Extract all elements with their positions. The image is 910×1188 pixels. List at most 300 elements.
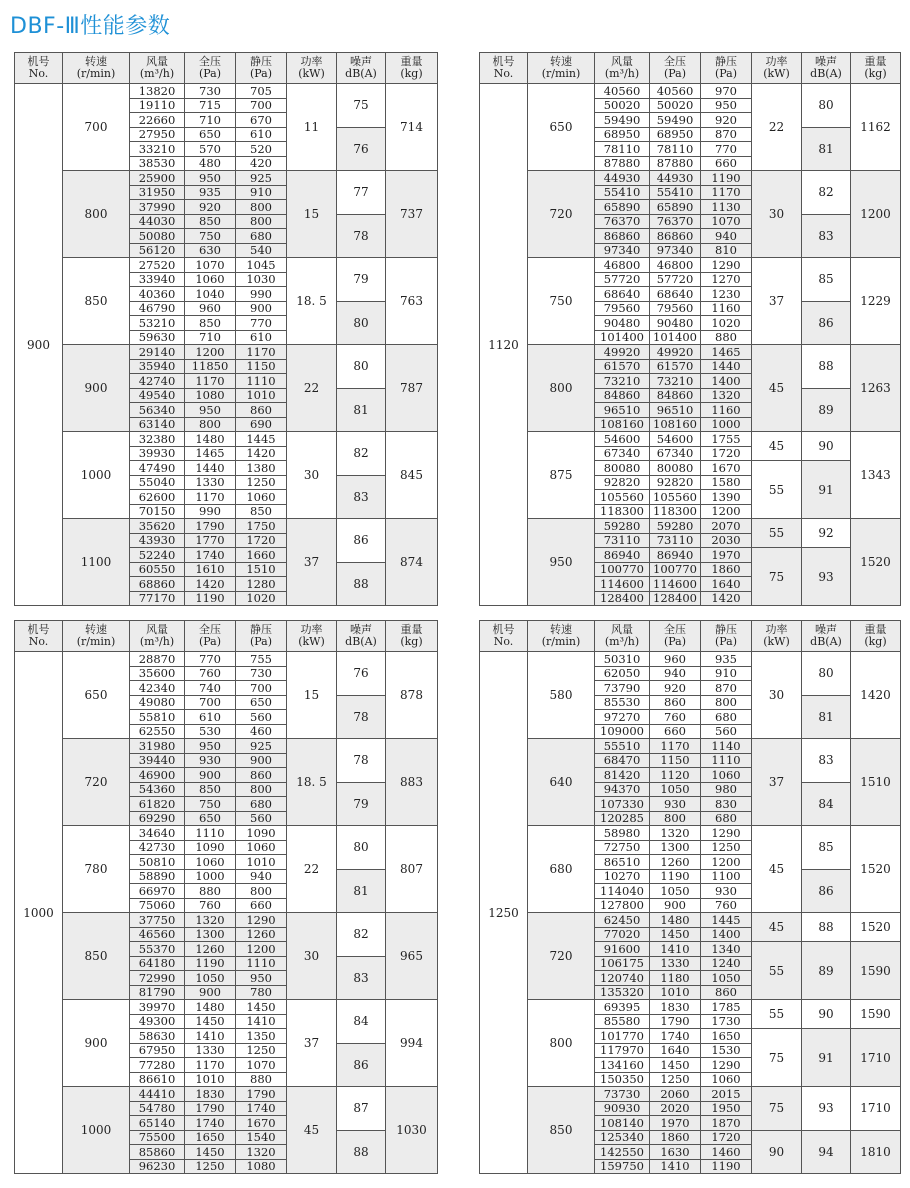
total-pressure-cell: 1790 — [185, 1101, 236, 1116]
static-pressure-cell: 460 — [236, 724, 287, 739]
total-pressure-cell: 715 — [185, 98, 236, 113]
flow-cell: 39930 — [130, 446, 185, 461]
total-pressure-cell: 1970 — [650, 1116, 701, 1131]
total-pressure-cell: 44930 — [650, 171, 701, 186]
flow-cell: 63140 — [130, 417, 185, 432]
static-pressure-cell: 1045 — [236, 258, 287, 273]
flow-cell: 90930 — [595, 1101, 650, 1116]
static-pressure-cell: 680 — [236, 229, 287, 244]
header-model — [15, 621, 63, 652]
total-pressure-cell: 570 — [185, 142, 236, 157]
total-pressure-cell: 740 — [185, 681, 236, 696]
performance-table-1250 — [479, 620, 901, 1174]
static-pressure-cell: 1740 — [236, 1101, 287, 1116]
noise-cell: 80 — [337, 826, 386, 870]
static-pressure-cell: 1130 — [701, 200, 752, 215]
flow-cell: 127800 — [595, 898, 650, 913]
total-pressure-cell: 960 — [650, 652, 701, 667]
static-pressure-cell: 680 — [701, 710, 752, 725]
flow-cell: 25900 — [130, 171, 185, 186]
header-label: 机号 — [27, 55, 50, 68]
speed-cell: 1000 — [63, 432, 130, 519]
static-pressure-cell: 1640 — [701, 577, 752, 592]
total-pressure-cell: 760 — [185, 898, 236, 913]
header-static-pressure — [701, 621, 752, 652]
static-pressure-cell: 1390 — [701, 490, 752, 505]
flow-cell: 35600 — [130, 666, 185, 681]
total-pressure-cell: 1010 — [650, 985, 701, 1000]
header-speed — [528, 53, 595, 84]
header-unit: (Pa) — [714, 67, 738, 80]
static-pressure-cell: 1000 — [701, 417, 752, 432]
weight-cell: 1200 — [851, 171, 901, 258]
total-pressure-cell: 960 — [185, 301, 236, 316]
static-pressure-cell: 610 — [236, 330, 287, 345]
flow-cell: 85530 — [595, 695, 650, 710]
flow-cell: 68860 — [130, 577, 185, 592]
static-pressure-cell: 1200 — [236, 942, 287, 957]
noise-cell: 88 — [802, 345, 851, 389]
noise-cell: 79 — [337, 258, 386, 302]
noise-cell: 81 — [802, 695, 851, 739]
total-pressure-cell: 1740 — [650, 1029, 701, 1044]
flow-cell: 44030 — [130, 214, 185, 229]
static-pressure-cell: 1110 — [236, 956, 287, 971]
header-label: 功率 — [765, 55, 788, 68]
static-pressure-cell: 1730 — [701, 1014, 752, 1029]
total-pressure-cell: 87880 — [650, 156, 701, 171]
static-pressure-cell: 1170 — [701, 185, 752, 200]
static-pressure-cell: 1340 — [701, 942, 752, 957]
static-pressure-cell: 800 — [236, 214, 287, 229]
weight-cell: 994 — [386, 1000, 438, 1087]
header-unit: (r/min) — [541, 635, 581, 648]
weight-cell: 1229 — [851, 258, 901, 345]
weight-cell: 965 — [386, 913, 438, 1000]
flow-cell: 73790 — [595, 681, 650, 696]
flow-cell: 47490 — [130, 461, 185, 476]
total-pressure-cell: 1450 — [650, 1058, 701, 1073]
noise-cell: 83 — [802, 739, 851, 783]
flow-cell: 73730 — [595, 1087, 650, 1102]
header-label: 静压 — [715, 623, 737, 636]
flow-cell: 117970 — [595, 1043, 650, 1058]
flow-cell: 19110 — [130, 98, 185, 113]
flow-cell: 56120 — [130, 243, 185, 258]
power-cell: 11 — [287, 84, 337, 171]
table-row — [15, 652, 438, 667]
speed-cell: 950 — [528, 519, 595, 606]
table-row — [480, 84, 901, 99]
power-cell: 55 — [752, 461, 802, 519]
header-unit: No. — [28, 635, 49, 648]
header-label: 全压 — [664, 55, 686, 68]
header-speed — [63, 53, 130, 84]
total-pressure-cell: 1060 — [185, 855, 236, 870]
total-pressure-cell: 800 — [185, 417, 236, 432]
flow-cell: 49920 — [595, 345, 650, 360]
total-pressure-cell: 750 — [185, 229, 236, 244]
flow-cell: 54600 — [595, 432, 650, 447]
total-pressure-cell: 1640 — [650, 1043, 701, 1058]
flow-cell: 54360 — [130, 782, 185, 797]
noise-cell: 82 — [337, 913, 386, 957]
static-pressure-cell: 705 — [236, 84, 287, 99]
noise-cell: 90 — [802, 1000, 851, 1029]
header-label: 全压 — [199, 55, 221, 68]
total-pressure-cell: 101400 — [650, 330, 701, 345]
noise-cell: 80 — [337, 345, 386, 389]
header-unit: (m³/h) — [604, 635, 640, 648]
flow-cell: 62450 — [595, 913, 650, 928]
total-pressure-cell: 1180 — [650, 971, 701, 986]
header-unit: (kg) — [864, 67, 887, 80]
total-pressure-cell: 1260 — [185, 942, 236, 957]
static-pressure-cell: 800 — [701, 695, 752, 710]
flow-cell: 42340 — [130, 681, 185, 696]
static-pressure-cell: 940 — [236, 869, 287, 884]
total-pressure-cell: 1050 — [650, 782, 701, 797]
weight-cell: 845 — [386, 432, 438, 519]
flow-cell: 55510 — [595, 739, 650, 754]
speed-cell: 900 — [63, 345, 130, 432]
flow-cell: 92820 — [595, 475, 650, 490]
header-static-pressure — [236, 53, 287, 84]
static-pressure-cell: 1580 — [701, 475, 752, 490]
flow-cell: 72990 — [130, 971, 185, 986]
header-unit: (kg) — [400, 635, 423, 648]
total-pressure-cell: 760 — [650, 710, 701, 725]
total-pressure-cell: 1050 — [650, 884, 701, 899]
static-pressure-cell: 680 — [236, 797, 287, 812]
total-pressure-cell: 59490 — [650, 113, 701, 128]
flow-cell: 118300 — [595, 504, 650, 519]
static-pressure-cell: 780 — [236, 985, 287, 1000]
static-pressure-cell: 1070 — [236, 1058, 287, 1073]
total-pressure-cell: 1040 — [185, 287, 236, 302]
flow-cell: 81790 — [130, 985, 185, 1000]
flow-cell: 73110 — [595, 533, 650, 548]
total-pressure-cell: 67340 — [650, 446, 701, 461]
weight-cell: 1030 — [386, 1087, 438, 1174]
speed-cell: 875 — [528, 432, 595, 519]
performance-table-1120 — [479, 52, 901, 606]
power-cell: 45 — [752, 826, 802, 913]
table-row — [15, 432, 438, 447]
weight-cell: 883 — [386, 739, 438, 826]
flow-cell: 53210 — [130, 316, 185, 331]
total-pressure-cell: 68640 — [650, 287, 701, 302]
static-pressure-cell: 770 — [236, 316, 287, 331]
header-unit: (r/min) — [76, 67, 116, 80]
static-pressure-cell: 1230 — [701, 287, 752, 302]
total-pressure-cell: 930 — [185, 753, 236, 768]
noise-cell: 75 — [337, 84, 386, 128]
flow-cell: 49540 — [130, 388, 185, 403]
flow-cell: 43930 — [130, 533, 185, 548]
total-pressure-cell: 128400 — [650, 591, 701, 606]
static-pressure-cell: 680 — [701, 811, 752, 826]
noise-cell: 92 — [802, 519, 851, 548]
static-pressure-cell: 1110 — [701, 753, 752, 768]
power-cell: 75 — [752, 548, 802, 606]
static-pressure-cell: 810 — [701, 243, 752, 258]
static-pressure-cell: 1950 — [701, 1101, 752, 1116]
speed-cell: 850 — [63, 913, 130, 1000]
total-pressure-cell: 1250 — [650, 1072, 701, 1087]
table-row — [480, 652, 901, 667]
header-label: 机号 — [492, 623, 515, 636]
static-pressure-cell: 1450 — [236, 1000, 287, 1015]
flow-cell: 86860 — [595, 229, 650, 244]
flow-cell: 44930 — [595, 171, 650, 186]
static-pressure-cell: 1110 — [236, 374, 287, 389]
static-pressure-cell: 700 — [236, 681, 287, 696]
flow-cell: 108140 — [595, 1116, 650, 1131]
total-pressure-cell: 935 — [185, 185, 236, 200]
header-label: 转速 — [85, 55, 107, 68]
flow-cell: 61820 — [130, 797, 185, 812]
total-pressure-cell: 710 — [185, 330, 236, 345]
static-pressure-cell: 1650 — [701, 1029, 752, 1044]
total-pressure-cell: 480 — [185, 156, 236, 171]
flow-cell: 68950 — [595, 127, 650, 142]
weight-cell: 787 — [386, 345, 438, 432]
total-pressure-cell: 1420 — [185, 577, 236, 592]
header-label: 噪声 — [350, 623, 372, 636]
power-cell: 15 — [287, 652, 337, 739]
static-pressure-cell: 1250 — [701, 840, 752, 855]
header-unit: (kW) — [298, 635, 325, 648]
flow-cell: 66970 — [130, 884, 185, 899]
total-pressure-cell: 105560 — [650, 490, 701, 505]
power-cell: 15 — [287, 171, 337, 258]
total-pressure-cell: 760 — [185, 666, 236, 681]
flow-cell: 128400 — [595, 591, 650, 606]
page-title: DBF-Ⅲ性能参数 — [10, 14, 171, 39]
total-pressure-cell: 55410 — [650, 185, 701, 200]
weight-cell: 1710 — [851, 1029, 901, 1087]
model-number-cell: 900 — [15, 84, 63, 606]
power-cell: 18. 5 — [287, 739, 337, 826]
flow-cell: 49080 — [130, 695, 185, 710]
flow-cell: 62550 — [130, 724, 185, 739]
flow-cell: 85580 — [595, 1014, 650, 1029]
static-pressure-cell: 1320 — [701, 388, 752, 403]
static-pressure-cell: 1440 — [701, 359, 752, 374]
static-pressure-cell: 1465 — [701, 345, 752, 360]
static-pressure-cell: 670 — [236, 113, 287, 128]
header-noise — [337, 621, 386, 652]
performance-table-1000 — [14, 620, 438, 1174]
table-row — [15, 171, 438, 186]
static-pressure-cell: 1720 — [236, 533, 287, 548]
static-pressure-cell: 1755 — [701, 432, 752, 447]
speed-cell: 650 — [528, 84, 595, 171]
static-pressure-cell: 970 — [701, 84, 752, 99]
flow-cell: 42740 — [130, 374, 185, 389]
static-pressure-cell: 1350 — [236, 1029, 287, 1044]
flow-cell: 64180 — [130, 956, 185, 971]
weight-cell: 1520 — [851, 826, 901, 913]
flow-cell: 80080 — [595, 461, 650, 476]
header-label: 噪声 — [350, 55, 372, 68]
static-pressure-cell: 900 — [236, 301, 287, 316]
header-weight — [386, 53, 438, 84]
header-unit: (m³/h) — [139, 635, 175, 648]
flow-cell: 37990 — [130, 200, 185, 215]
flow-cell: 134160 — [595, 1058, 650, 1073]
flow-cell: 67950 — [130, 1043, 185, 1058]
flow-cell: 44410 — [130, 1087, 185, 1102]
total-pressure-cell: 80080 — [650, 461, 701, 476]
static-pressure-cell: 1170 — [236, 345, 287, 360]
noise-cell: 81 — [337, 388, 386, 432]
flow-cell: 40360 — [130, 287, 185, 302]
header-flow — [595, 53, 650, 84]
flow-cell: 50810 — [130, 855, 185, 870]
total-pressure-cell: 97340 — [650, 243, 701, 258]
static-pressure-cell: 1280 — [236, 577, 287, 592]
flow-cell: 59490 — [595, 113, 650, 128]
total-pressure-cell: 96510 — [650, 403, 701, 418]
table-row — [15, 826, 438, 841]
speed-cell: 850 — [63, 258, 130, 345]
total-pressure-cell: 700 — [185, 695, 236, 710]
static-pressure-cell: 800 — [236, 200, 287, 215]
static-pressure-cell: 1250 — [236, 475, 287, 490]
flow-cell: 69290 — [130, 811, 185, 826]
header-label: 机号 — [492, 55, 515, 68]
flow-cell: 22660 — [130, 113, 185, 128]
total-pressure-cell: 108160 — [650, 417, 701, 432]
total-pressure-cell: 1770 — [185, 533, 236, 548]
total-pressure-cell: 54600 — [650, 432, 701, 447]
flow-cell: 55040 — [130, 475, 185, 490]
static-pressure-cell: 1720 — [701, 446, 752, 461]
total-pressure-cell: 1410 — [650, 1159, 701, 1174]
total-pressure-cell: 1480 — [185, 1000, 236, 1015]
noise-cell: 87 — [337, 1087, 386, 1131]
static-pressure-cell: 1100 — [701, 869, 752, 884]
header-power — [287, 621, 337, 652]
header-unit: (Pa) — [198, 67, 222, 80]
static-pressure-cell: 1290 — [701, 258, 752, 273]
total-pressure-cell: 1050 — [185, 971, 236, 986]
flow-cell: 96510 — [595, 403, 650, 418]
header-row — [15, 53, 438, 84]
header-label: 风量 — [611, 623, 633, 636]
model-number-cell: 1000 — [15, 652, 63, 1174]
noise-cell: 83 — [337, 956, 386, 1000]
noise-cell: 88 — [337, 562, 386, 606]
noise-cell: 86 — [337, 1043, 386, 1087]
total-pressure-cell: 1480 — [185, 432, 236, 447]
static-pressure-cell: 860 — [236, 768, 287, 783]
total-pressure-cell: 1830 — [650, 1000, 701, 1015]
flow-cell: 135320 — [595, 985, 650, 1000]
flow-cell: 28870 — [130, 652, 185, 667]
flow-cell: 101400 — [595, 330, 650, 345]
total-pressure-cell: 650 — [185, 127, 236, 142]
total-pressure-cell: 1740 — [185, 548, 236, 563]
flow-cell: 101770 — [595, 1029, 650, 1044]
speed-cell: 800 — [528, 1000, 595, 1087]
noise-cell: 89 — [802, 388, 851, 432]
static-pressure-cell: 880 — [701, 330, 752, 345]
static-pressure-cell: 1010 — [236, 388, 287, 403]
header-unit: (Pa) — [663, 635, 687, 648]
total-pressure-cell: 79560 — [650, 301, 701, 316]
total-pressure-cell: 1000 — [185, 869, 236, 884]
static-pressure-cell: 1510 — [236, 562, 287, 577]
header-total-pressure — [185, 53, 236, 84]
static-pressure-cell: 770 — [701, 142, 752, 157]
noise-cell: 82 — [337, 432, 386, 476]
speed-cell: 580 — [528, 652, 595, 739]
flow-cell: 31980 — [130, 739, 185, 754]
weight-cell: 1510 — [851, 739, 901, 826]
flow-cell: 120285 — [595, 811, 650, 826]
total-pressure-cell: 92820 — [650, 475, 701, 490]
static-pressure-cell: 1660 — [236, 548, 287, 563]
table-row — [480, 345, 901, 360]
static-pressure-cell: 850 — [236, 504, 287, 519]
power-cell: 45 — [287, 1087, 337, 1174]
table-row — [480, 258, 901, 273]
flow-cell: 114040 — [595, 884, 650, 899]
power-cell: 37 — [287, 1000, 337, 1087]
flow-cell: 86510 — [595, 855, 650, 870]
flow-cell: 34640 — [130, 826, 185, 841]
total-pressure-cell: 880 — [185, 884, 236, 899]
total-pressure-cell: 1610 — [185, 562, 236, 577]
flow-cell: 120740 — [595, 971, 650, 986]
static-pressure-cell: 660 — [236, 898, 287, 913]
static-pressure-cell: 1160 — [701, 403, 752, 418]
flow-cell: 76370 — [595, 214, 650, 229]
total-pressure-cell: 950 — [185, 171, 236, 186]
weight-cell: 1590 — [851, 1000, 901, 1029]
flow-cell: 84860 — [595, 388, 650, 403]
power-cell: 45 — [752, 345, 802, 432]
header-unit: (kg) — [864, 635, 887, 648]
power-cell: 55 — [752, 942, 802, 1000]
header-label: 转速 — [550, 55, 572, 68]
table-row — [480, 913, 901, 928]
power-cell: 30 — [752, 171, 802, 258]
static-pressure-cell: 1080 — [236, 1159, 287, 1174]
table-row — [15, 1000, 438, 1015]
header-label: 重量 — [864, 623, 887, 636]
total-pressure-cell: 1790 — [185, 519, 236, 534]
total-pressure-cell: 710 — [185, 113, 236, 128]
static-pressure-cell: 560 — [701, 724, 752, 739]
header-unit: No. — [493, 635, 514, 648]
static-pressure-cell: 935 — [701, 652, 752, 667]
noise-cell: 91 — [802, 461, 851, 519]
flow-cell: 96230 — [130, 1159, 185, 1174]
flow-cell: 62050 — [595, 666, 650, 681]
header-row — [480, 53, 901, 84]
header-static-pressure — [701, 53, 752, 84]
table-row — [15, 258, 438, 273]
noise-cell: 86 — [802, 869, 851, 913]
speed-cell: 850 — [528, 1087, 595, 1174]
noise-cell: 80 — [802, 84, 851, 128]
flow-cell: 58890 — [130, 869, 185, 884]
flow-cell: 54780 — [130, 1101, 185, 1116]
